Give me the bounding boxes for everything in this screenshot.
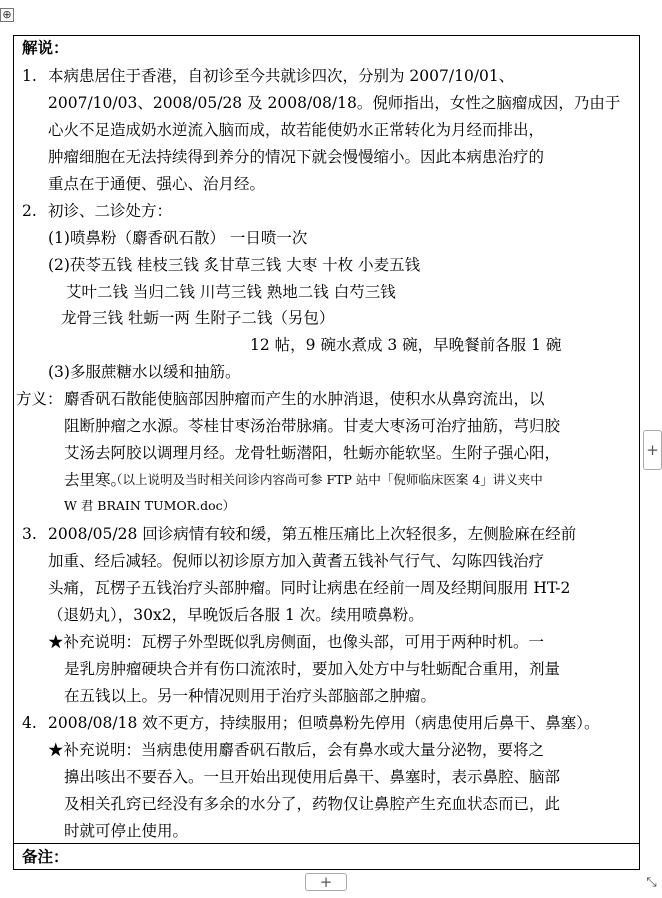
fangyi-note: W 君 BRAIN TUMOR.doc） — [64, 498, 236, 513]
add-row-button[interactable]: + — [305, 873, 347, 891]
item-3-line: （退奶丸），30x2，早晚饭后各服 1 次。续用喷鼻粉。 — [48, 606, 424, 624]
fangyi-label: 方义： — [16, 390, 63, 408]
item-3-number: 3. — [22, 525, 37, 543]
prescription-3: (3)多服蔗糖水以缓和抽筋。 — [48, 363, 241, 381]
add-column-button[interactable]: + — [643, 430, 662, 470]
item-4-supplement: 时就可停止使用。 — [64, 822, 189, 840]
item-1-line: 心火不足造成奶水逆流入脑而成，故若能使奶水正常转化为月经而排出， — [48, 121, 545, 139]
item-3-supplement: 在五钱以上。另一种情况则用于治疗头部脑部之肿瘤。 — [64, 687, 437, 705]
item-3-supplement: ★补充说明：瓦楞子外型既似乳房侧面，也像头部，可用于两种时机。一 — [48, 633, 545, 651]
prescription-2-line: (2)茯苓五钱 桂枝三钱 炙甘草三钱 大枣 十枚 小麦五钱 — [48, 256, 421, 274]
item-4-supplement: 擤出咳出不要吞入。一旦开始出现使用后鼻干、鼻塞时，表示鼻腔、脑部 — [64, 768, 561, 786]
item-3-supplement: 是乳房肿瘤硬块合并有伤口流浓时，要加入处方中与牡蛎配合重用，剂量 — [64, 660, 561, 678]
item-4-number: 4. — [22, 714, 37, 732]
fangyi-line: 艾汤去阿胶以调理月经。龙骨牡蛎潜阳，牡蛎亦能软坚。生附子强心阳， — [64, 444, 561, 462]
fangyi-line: 阻断肿瘤之水源。苓桂甘枣汤治带脉痛。甘麦大枣汤可治疗抽筋，芎归胶 — [64, 417, 561, 435]
item-1-line: 本病患居住于香港，自初诊至今共就诊四次，分别为 2007/10/01、 — [48, 67, 515, 85]
item-4-line: 2008/08/18 效不更方，持续服用；但喷鼻粉先停用（病患使用后鼻干、鼻塞）。 — [48, 714, 600, 732]
item-4-supplement: ★补充说明：当病患使用麝香矾石散后，会有鼻水或大量分泌物，要将之 — [48, 741, 545, 759]
item-3-line: 2008/05/28 回诊病情有较和缓，第五椎压痛比上次轻很多，左侧脸麻在经前 — [48, 525, 577, 543]
fangyi-line: 麝香矾石散能使脑部因肿瘤而产生的水肿消退，使积水从鼻窍流出，以 — [64, 390, 545, 408]
prescription-2-line: 龙骨三钱 牡蛎一两 生附子二钱（另包） — [61, 309, 335, 327]
item-3-line: 加重、经后减轻。倪师以初诊原方加入黄耆五钱补气行气、勾陈四钱治疗 — [48, 552, 545, 570]
document-table — [13, 35, 640, 870]
prescription-1: (1)喷鼻粉（麝香矾石散） 一日喷一次 — [48, 229, 308, 247]
item-2-number: 2. — [22, 202, 37, 220]
table-resize-handle-icon[interactable]: ⤡ — [646, 875, 657, 890]
item-2-title: 初诊、二诊处方： — [48, 202, 173, 220]
fangyi-line: 去里寒。 — [64, 471, 127, 489]
item-1-number: 1. — [22, 67, 37, 85]
item-1-line: 肿瘤细胞在无法持续得到养分的情况下就会慢慢缩小。因此本病患治疗的 — [48, 148, 545, 166]
item-1-line: 2007/10/03、2008/05/28 及 2008/08/18。倪师指出，女性之脑瘤成因，乃由于 — [48, 94, 621, 112]
item-4-supplement: 及相关孔窍已经没有多余的水分了，药物仅让鼻腔产生充血状态而已，此 — [64, 795, 561, 813]
remarks-label: 备注： — [22, 847, 69, 866]
section-heading: 解说： — [22, 38, 69, 57]
table-move-handle-icon[interactable]: ⊕ — [0, 8, 14, 22]
item-1-line: 重点在于通便、强心、治月经。 — [48, 175, 266, 193]
table-row-divider — [14, 843, 639, 844]
prescription-2-line: 艾叶二钱 当归二钱 川芎三钱 熟地二钱 白芍三钱 — [66, 283, 396, 301]
fangyi-note: （以上说明及当时相关问诊内容尚可参 FTP 站中「倪师临床医案 4」讲义夹中 — [110, 472, 543, 487]
item-3-line: 头痛，瓦楞子五钱治疗头部肿瘤。同时让病患在经前一周及经期间服用 HT-2 — [48, 579, 571, 597]
prescription-2-dosage: 12 帖，9 碗水煮成 3 碗，早晚餐前各服 1 碗 — [250, 336, 562, 354]
